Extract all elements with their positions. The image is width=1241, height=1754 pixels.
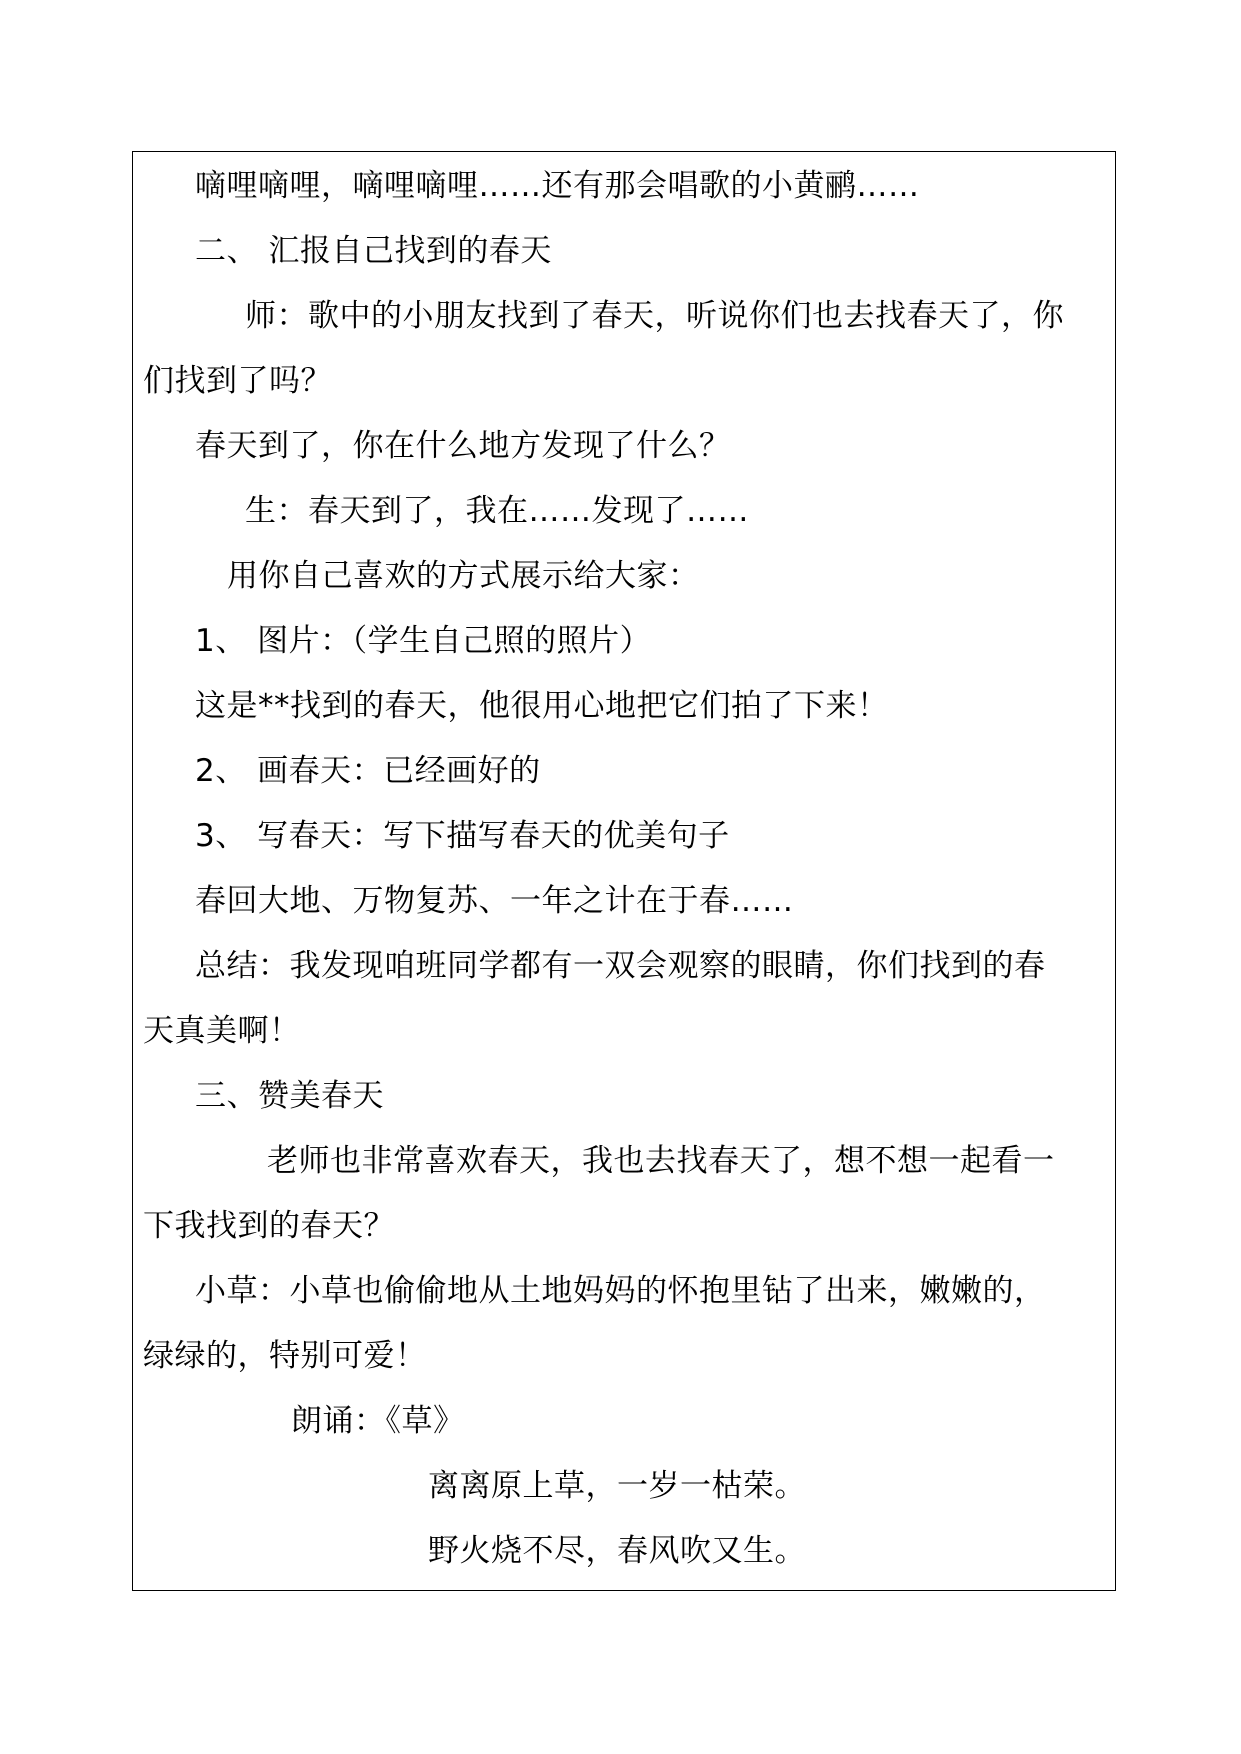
poem-line-1: 离离原上草，一岁一枯荣。 xyxy=(428,1468,806,1504)
instruction-line: 用你自己喜欢的方式展示给大家： xyxy=(227,558,700,594)
poem-line-2: 野火烧不尽，春风吹又生。 xyxy=(428,1533,806,1569)
list-item-3: 3、 写春天：写下描写春天的优美句子 xyxy=(195,818,730,854)
student-line: 生：春天到了，我在……发现了…… xyxy=(245,493,749,529)
section-heading-3: 三、赞美春天 xyxy=(195,1078,384,1114)
lesson-content-box xyxy=(132,151,1116,1591)
teacher-spring-line: 老师也非常喜欢春天，我也去找春天了，想不想一起看一 xyxy=(267,1143,1055,1179)
text-line-1: 嘀哩嘀哩，嘀哩嘀哩……还有那会唱歌的小黄鹂…… xyxy=(195,168,920,204)
summary-line-cont: 天真美啊！ xyxy=(143,1013,301,1049)
grass-line: 小草：小草也偷偷地从土地妈妈的怀抱里钻了出来，嫩嫩的， xyxy=(195,1273,1046,1309)
section-heading-2: 二、 汇报自己找到的春天 xyxy=(195,233,552,269)
summary-line: 总结：我发现咱班同学都有一双会观察的眼睛，你们找到的春 xyxy=(195,948,1046,984)
teacher-line: 师：歌中的小朋友找到了春天，听说你们也去找春天了，你 xyxy=(245,298,1064,334)
question-line: 春天到了，你在什么地方发现了什么？ xyxy=(195,428,731,464)
grass-line-cont: 绿绿的，特别可爱！ xyxy=(143,1338,427,1374)
list-item-2: 2、 画春天：已经画好的 xyxy=(195,753,541,789)
photo-comment: 这是**找到的春天，他很用心地把它们拍了下来！ xyxy=(195,688,889,724)
teacher-spring-line-cont: 下我找到的春天？ xyxy=(143,1208,395,1244)
phrases-line: 春回大地、万物复苏、一年之计在于春…… xyxy=(195,883,794,919)
teacher-line-cont: 们找到了吗？ xyxy=(143,363,332,399)
list-item-1: 1、 图片：（学生自己照的照片） xyxy=(195,623,652,659)
recitation-title: 朗诵：《草》 xyxy=(291,1403,465,1439)
